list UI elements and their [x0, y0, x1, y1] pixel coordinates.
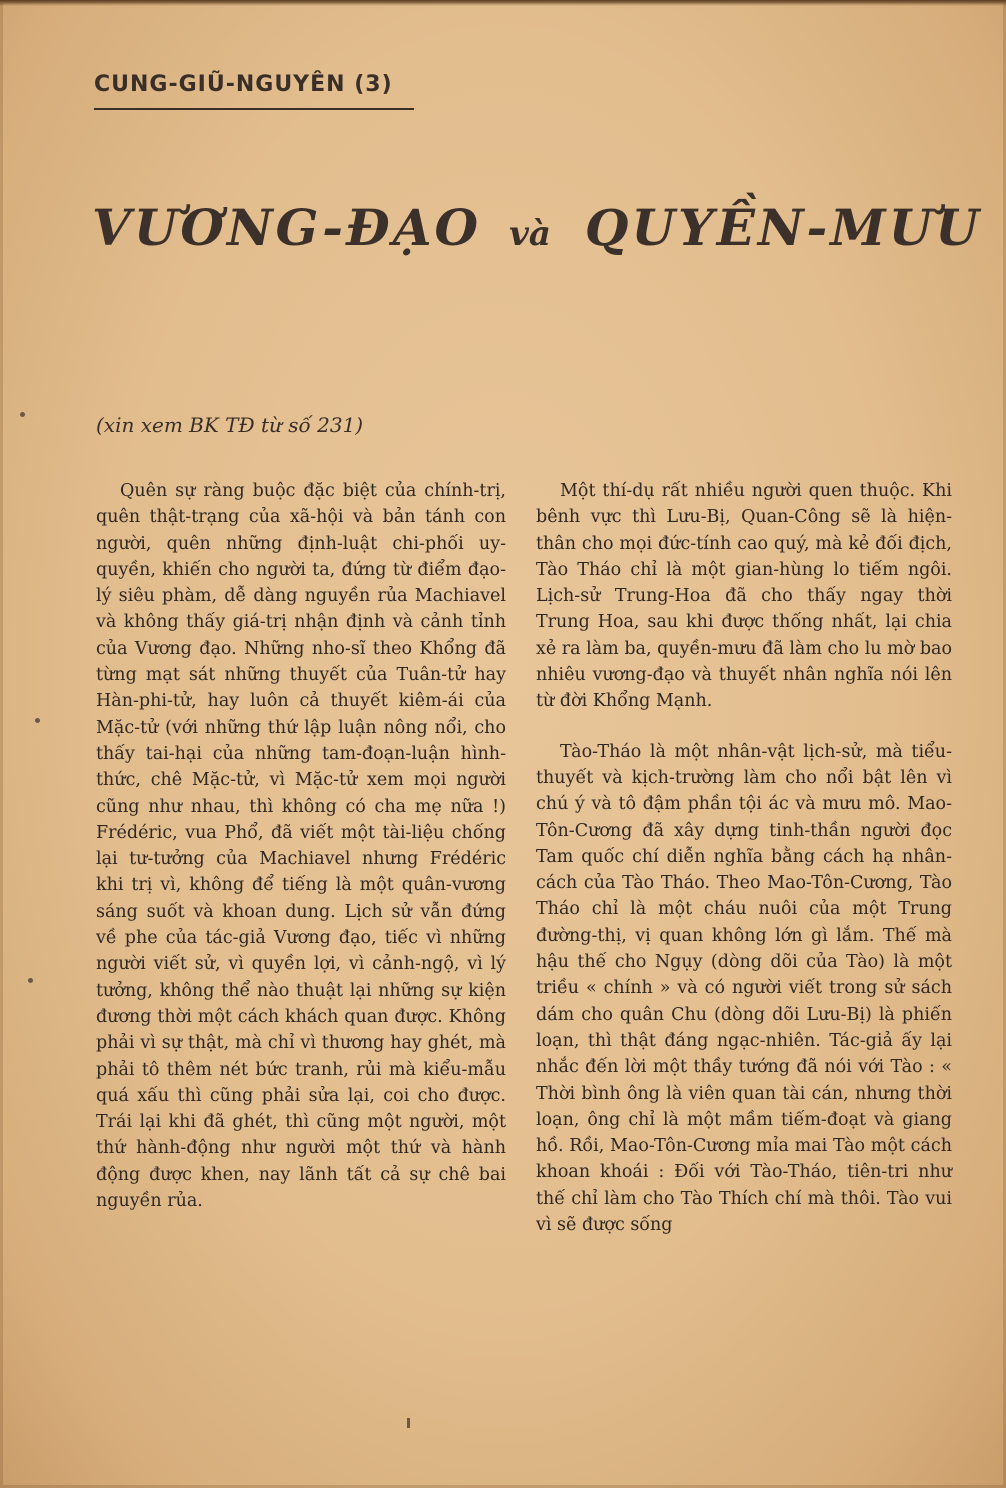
right-paragraph-1: Một thí-dụ rất nhiều người quen thuộc. Khi bênh vực thì Lưu-Bị, Quan-Công sẽ là hiện-thân cho mọi đức-tính cao quý, mà kẻ đối địch, Tào Tháo chỉ là một gian-hùng lo tiếm ngôi. Lịch-sử Trung-Hoa đã cho thấy ngay thời Trung Hoa, sau khi được thống nhất, lại chia xẻ ra làm ba, quyền-mưu đã làm cho lu mờ bao nhiêu vương-đạo và thuyết nhân nghĩa nói lên từ đời Khổng Mạnh.: [536, 481, 952, 712]
ink-spot: [20, 412, 25, 417]
right-column: [536, 478, 952, 1238]
left-paragraph-1: Quên sự ràng buộc đặc biệt của chính-trị, quên thật-trạng của xã-hội và bản tánh con người, quên những định-luật chi-phối uy-quyền, khiến cho người ta, đứng từ điểm đạo-lý siêu phàm, dễ dàng nguyền rủa Machiavel và không thấy giá-trị nhận định và cảnh tỉnh của Vương đạo. Những nho-sĩ theo Khổng đã từng mạt sát những thuyết của Tuân-tử hay Hàn-phi-tử, hay luôn cả thuyết kiêm-ái của Mặc-tử (với những thứ lập luận nông nổi, cho thấy tai-hại của những tam-đoạn-luận hình-thức, chê Mặc-tử, vì Mặc-tử xem mọi người cũng như nhau, thì không có cha mẹ nữa !) Frédéric, vua Phổ, đã viết một tài-liệu chống lại tư-tưởng của Machiavel nhưng Frédéric khi trị vì, không để tiếng là một quân-vương sáng suốt và khoan dung. Lịch sử vẫn đứng về phe của tác-giả Vương đạo, tiếc vì những người viết sử, vì quyền lợi, vì cảnh-ngộ, vì lý tưởng, không thể nào thuật lại những sự kiện đương thời một cách khách quan được. Không phải vì sự thật, mà chỉ vì thương hay ghét, mà phải tô thêm nét bức tranh, rủi mà kiểu-mẫu quá xấu thì cũng phải sửa lại, coi cho được. Trái lại khi đã ghét, thì cũng một người, một thứ hành-động như người một thứ và hành động được khen, nay lãnh tất cả sự chê bai nguyền rủa.: [96, 481, 506, 1212]
reference-note: (xin xem BK TĐ từ số 231): [96, 413, 364, 437]
ink-spot: [28, 978, 33, 983]
right-paragraph-2: Tào-Tháo là một nhân-vật lịch-sử, mà tiểu-thuyết và kịch-trường làm cho nổi bật lên vì chú ý và tô đậm phần tội ác và mưu mô. Mao-Tôn-Cương đã xây dựng tinh-thần người đọc Tam quốc chí diễn nghĩa bằng cách hạ nhân-cách của Tào Tháo. Theo Mao-Tôn-Cương, Tào Tháo chỉ là một cháu nuôi của một Trung đường-thị, vị quan không lớn gì lắm. Thế mà hậu thế cho Ngụy (dòng dõi của Tào) là một triều « chính » và có người viết trong sử sách dám cho quân Chu (dòng dõi Lưu-Bị) là phiến loạn, thì thật đáng ngạc-nhiên. Tác-giả ấy lại nhắc đến lời một thầy tướng đã nói với Tào : « Thời bình ông là viên quan tài cán, nhưng thời loạn, ông chỉ là một mầm tiếm-đoạt và giang hồ. Rồi, Mao-Tôn-Cương mỉa mai Tào một cách khoan khoái : Đối với Tào-Tháo, tiên-tri như thế chỉ làm cho Tào Thích chí mà thôi. Tào vui vì sẽ được sống: [536, 741, 952, 1236]
article-title: [92, 198, 982, 257]
ink-spot: [35, 718, 40, 723]
page-mark: [407, 1418, 410, 1428]
title-conjunction: và: [509, 214, 551, 254]
title-part-2: QUYỀN-MƯU: [584, 198, 982, 257]
author-underline: [94, 108, 414, 110]
left-column: [96, 478, 506, 1214]
title-part-1: VƯƠNG-ĐẠO: [92, 198, 482, 257]
author-heading: CUNG-GIŨ-NGUYÊN (3): [94, 72, 393, 97]
